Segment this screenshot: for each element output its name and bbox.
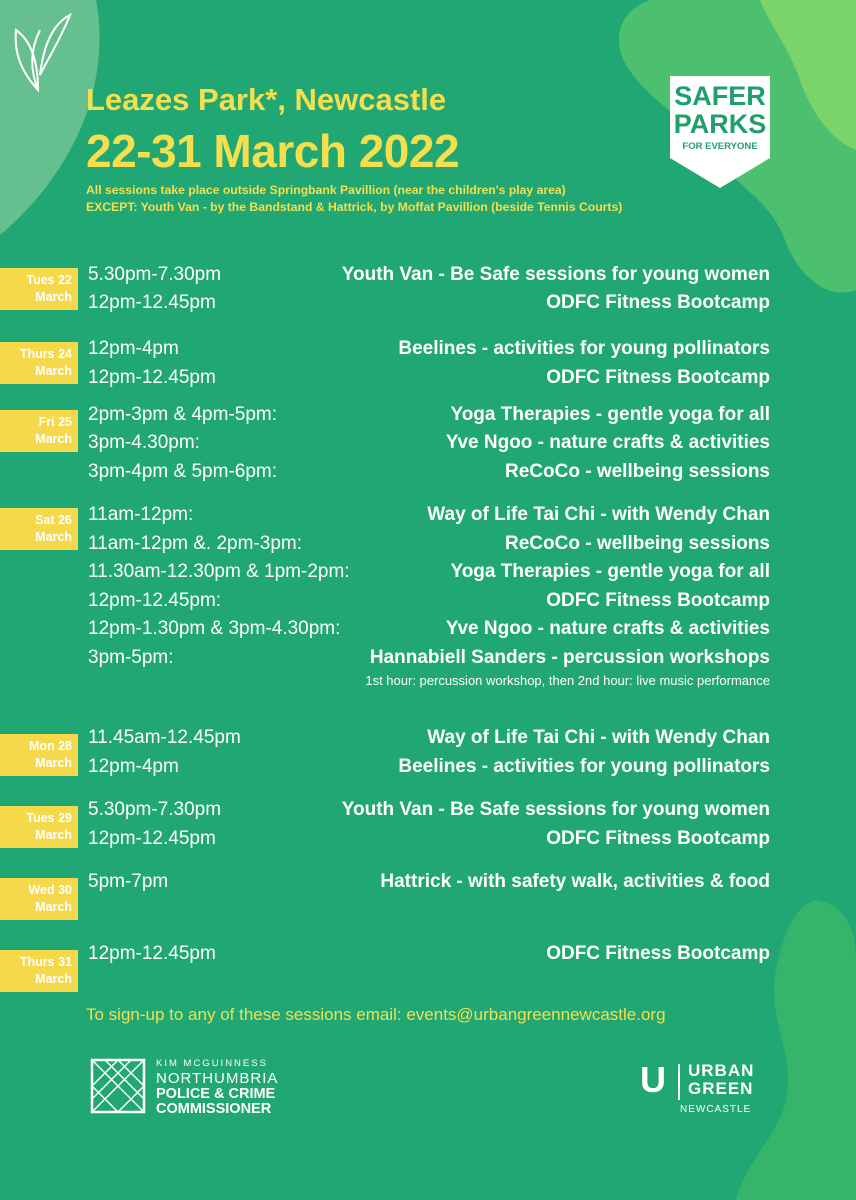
month-label: March [35,900,72,914]
urban-green-divider [678,1064,680,1100]
pcc-role-line2: COMMISSIONER [156,1101,272,1117]
session-activity: Yve Ngoo - nature crafts & activities [445,432,770,453]
session-activity: ReCoCo - wellbeing sessions [505,461,770,482]
session-time: 12pm-12.45pm [88,943,216,964]
session-time: 2pm-3pm & 4pm-5pm: [88,404,278,425]
session-subnote: 1st hour: percussion workshop, then 2nd hour: live music performance [365,673,770,688]
session-activity: ODFC Fitness Bootcamp [546,590,770,611]
day-badge [0,268,78,310]
day-badge [0,342,78,384]
session-time: 11.45am-12.45pm [88,727,241,748]
day-label: Thurs 31 [19,955,72,969]
session-time: 11.30am-12.30pm & 1pm-2pm: [88,561,350,582]
urban-green-city: NEWCASTLE [680,1104,752,1115]
session-activity: ODFC Fitness Bootcamp [546,943,770,964]
session-time: 5.30pm-7.30pm [88,799,222,820]
day-badge [0,878,78,920]
month-label: March [35,972,72,986]
location-note: All sessions take place outside Springbank Pavillion (near the children's play area) [86,183,566,197]
pcc-logo-text [156,1058,278,1117]
day-label: Sat 26 [35,513,72,527]
session-time: 5pm-7pm [88,871,169,892]
urban-green-word1: URBAN [688,1061,755,1080]
session-activity: ReCoCo - wellbeing sessions [505,533,770,554]
day-badge [0,508,78,550]
session-activity: Yoga Therapies - gentle yoga for all [450,561,770,582]
month-label: March [35,828,72,842]
date-range-title: 22-31 March 2022 [86,125,460,177]
pcc-role-line1: POLICE & CRIME [156,1086,276,1102]
session-activity: Way of Life Tai Chi - with Wendy Chan [427,504,770,525]
day-label: Tues 29 [26,811,72,825]
session-activity: Hattrick - with safety walk, activities & food [380,871,770,892]
session-time: 3pm-4pm & 5pm-6pm: [88,461,278,482]
month-label: March [35,290,72,304]
day-label: Tues 22 [26,273,72,287]
session-activity: Beelines - activities for young pollinators [398,338,770,359]
session-time: 12pm-12.45pm [88,828,216,849]
session-time: 12pm-4pm [88,338,179,359]
safer-parks-word2: PARKS [673,109,767,139]
session-activity: Yoga Therapies - gentle yoga for all [450,404,770,425]
urban-green-logo [640,1060,780,1120]
session-time: 12pm-1.30pm & 3pm-4.30pm: [88,618,341,639]
session-time: 3pm-5pm: [88,647,174,668]
pcc-emblem-icon [90,1058,146,1114]
pcc-name: KIM MCGUINNESS [156,1058,268,1069]
safer-parks-tagline: FOR EVERYONE [682,141,758,152]
day-label: Wed 30 [28,883,72,897]
day-badge [0,950,78,992]
day-badge [0,734,78,776]
safer-parks-logo [666,72,774,192]
month-label: March [35,364,72,378]
session-activity: Way of Life Tai Chi - with Wendy Chan [427,727,770,748]
safer-parks-word1: SAFER [674,81,766,111]
session-activity: ODFC Fitness Bootcamp [546,292,770,313]
session-activity: Youth Van - Be Safe sessions for young women [341,799,770,820]
session-time: 11am-12pm &. 2pm-3pm: [88,533,303,554]
session-time: 12pm-4pm [88,756,179,777]
month-label: March [35,756,72,770]
day-badge [0,410,78,452]
session-time: 12pm-12.45pm [88,292,216,313]
signup-email-text: To sign-up to any of these sessions email: events@urbangreennewcastle.org [86,1005,666,1024]
session-time: 5.30pm-7.30pm [88,264,222,285]
month-label: March [35,432,72,446]
day-badge [0,806,78,848]
session-activity: Beelines - activities for young pollinators [398,756,770,777]
session-activity: ODFC Fitness Bootcamp [546,828,770,849]
session-activity: Hannabiell Sanders - percussion workshops [369,647,770,668]
session-time: 11am-12pm: [88,504,194,525]
day-label: Thurs 24 [19,347,72,361]
session-time: 12pm-12.45pm [88,367,216,388]
pcc-region: NORTHUMBRIA [156,1070,279,1087]
session-activity: Youth Van - Be Safe sessions for young women [341,264,770,285]
venue-title: Leazes Park*, Newcastle [86,82,447,117]
month-label: March [35,530,72,544]
session-time: 12pm-12.45pm: [88,590,222,611]
day-label: Fri 25 [38,415,72,429]
urban-green-word2: GREEN [688,1079,754,1098]
location-exception-note: EXCEPT: Youth Van - by the Bandstand & Hattrick, by Moffat Pavillion (beside Tennis Courts) [86,200,623,214]
session-activity: Yve Ngoo - nature crafts & activities [445,618,770,639]
session-activity: ODFC Fitness Bootcamp [546,367,770,388]
urban-green-mark: U [640,1059,666,1100]
session-time: 3pm-4.30pm: [88,432,200,453]
day-label: Mon 28 [28,739,72,753]
